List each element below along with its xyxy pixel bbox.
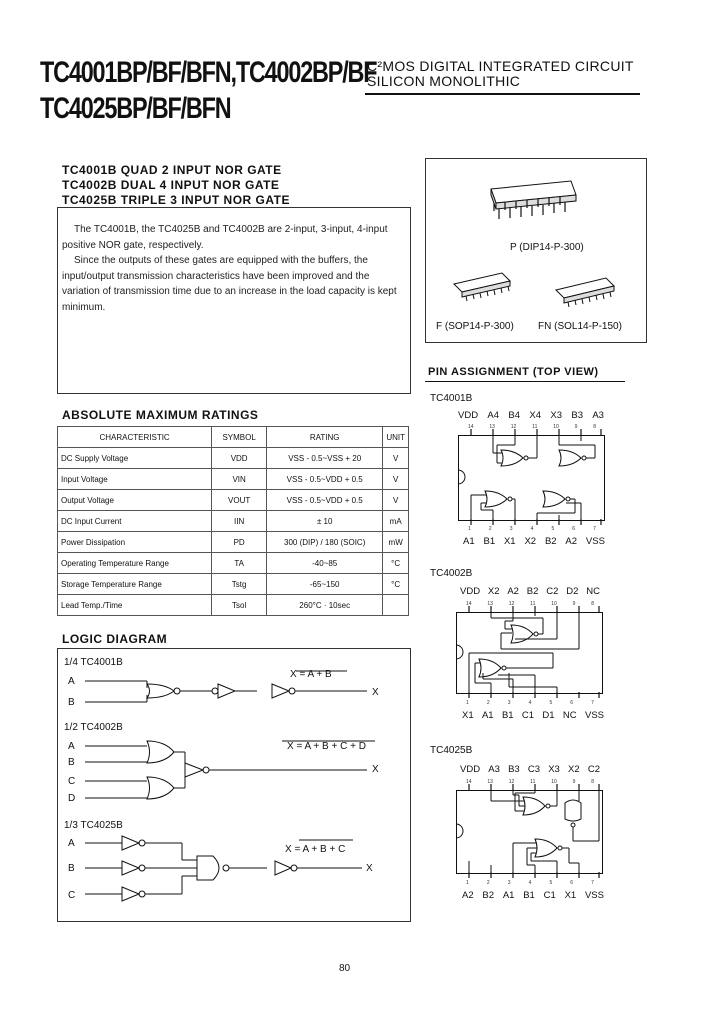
logic-g3-equation: X = A + B + C (285, 844, 346, 855)
pin-label: A1 (463, 536, 475, 547)
pin-num: 7 (591, 880, 594, 886)
logic-g2-label: 1/2 TC4002B (64, 722, 123, 733)
cell-symbol: VDD (212, 448, 267, 469)
pin-label: VSS (585, 536, 605, 547)
pin-num: 4 (528, 880, 532, 886)
cell-characteristic: DC Input Current (58, 511, 212, 532)
dip-label: P (DIP14-P-300) (510, 242, 584, 253)
sop-package-icon (454, 273, 510, 301)
table-row (58, 490, 409, 511)
ratings-header-row (58, 427, 409, 448)
cell-symbol: Tstg (212, 574, 267, 595)
cell-characteristic: Storage Temperature Range (58, 574, 212, 595)
pin-num: 11 (532, 424, 538, 430)
pin-num: 1 (466, 700, 469, 706)
logic-g2-input-a: A (68, 741, 75, 752)
cell-unit: mW (383, 532, 409, 553)
pin-num: 3 (507, 880, 511, 886)
pin-num: 8 (591, 601, 594, 607)
chip1-schematic (455, 425, 615, 535)
cell-unit: mA (383, 511, 409, 532)
logic-g1-input-b: B (68, 697, 75, 708)
sol-label: FN (SOL14-P-150) (538, 321, 622, 332)
pin-label: VSS (584, 710, 604, 721)
pin-label: B2 (526, 586, 539, 597)
pin-num: 10 (551, 779, 557, 785)
chip1-bottom-pins (463, 536, 605, 547)
cell-unit: V (383, 448, 409, 469)
cell-unit (383, 595, 409, 616)
pin-num: 9 (574, 424, 578, 430)
pin-num: 11 (530, 601, 536, 607)
chip3-name: TC4025B (430, 745, 473, 756)
chip2-name: TC4002B (430, 568, 473, 579)
logic-g1-equation: X = A + B (290, 669, 332, 680)
cell-characteristic: Operating Temperature Range (58, 553, 212, 574)
pin-num: 13 (489, 424, 495, 430)
pin-num: 6 (570, 700, 574, 706)
logic-g2-input-c: C (68, 776, 76, 787)
cell-rating: -65~150 (267, 574, 383, 595)
ratings-table (57, 426, 409, 616)
pin-label: A2 (462, 890, 474, 901)
pin-num: 9 (572, 601, 576, 607)
cell-unit: V (383, 469, 409, 490)
logic-g3-input-c: C (68, 890, 76, 901)
subtitle-line-1: C²MOS DIGITAL INTEGRATED CIRCUIT (367, 58, 634, 74)
cell-symbol: TA (212, 553, 267, 574)
logic-g3-input-a: A (68, 838, 75, 849)
pin-num: 10 (553, 424, 559, 430)
header-symbol: SYMBOL (212, 427, 267, 448)
table-row (58, 532, 409, 553)
pin-label: X1 (503, 536, 516, 547)
pin-num: 5 (549, 880, 553, 886)
chip3-bottom-pins (462, 890, 604, 901)
chip3-top-pins (460, 764, 600, 775)
pin-num: 6 (572, 526, 576, 532)
pin-num: 6 (570, 880, 574, 886)
pin-label: X3 (550, 410, 562, 421)
cell-symbol: PD (212, 532, 267, 553)
pin-label: A3 (488, 764, 500, 775)
logic-g1-input-a: A (68, 676, 75, 687)
pin-label: X1 (462, 710, 474, 721)
pin-num: 12 (510, 424, 517, 430)
pin-num: 12 (508, 779, 515, 785)
pin-num: 8 (591, 779, 594, 785)
table-row (58, 448, 409, 469)
table-row (58, 553, 409, 574)
pin-num: 1 (468, 526, 471, 532)
pin-num: 7 (591, 700, 594, 706)
pin-label: B1 (501, 710, 514, 721)
logic-g3-input-b: B (68, 863, 75, 874)
pin-label: D2 (566, 586, 579, 597)
pin-label: C1 (543, 890, 556, 901)
cell-unit: °C (383, 574, 409, 595)
pin-assignment-heading: PIN ASSIGNMENT (TOP VIEW) (428, 366, 599, 378)
cell-characteristic: Power Dissipation (58, 532, 212, 553)
page-number: 80 (339, 963, 351, 974)
pin-num: 14 (466, 779, 472, 785)
description-box (57, 207, 411, 394)
pin-label: X2 (568, 764, 580, 775)
pin-num: 9 (572, 779, 576, 785)
pin-label: B4 (508, 410, 521, 421)
logic-g3-diagram (57, 830, 417, 910)
cell-characteristic: Lead Temp./Time (58, 595, 212, 616)
pin-num: 2 (486, 700, 490, 706)
sop-label: F (SOP14-P-300) (436, 321, 514, 332)
pin-num: 13 (487, 601, 493, 607)
cell-characteristic: Input Voltage (58, 469, 212, 490)
pin-label: C2 (546, 586, 559, 597)
logic-g3-label: 1/3 TC4025B (64, 820, 123, 831)
pin-label: VDD (460, 586, 481, 597)
pin-label: A4 (487, 410, 500, 421)
pin-num: 4 (530, 526, 534, 532)
pin-label: VDD (460, 764, 481, 775)
logic-g2-output: X (372, 764, 379, 775)
pin-num: 14 (468, 424, 474, 430)
cell-rating: VSS - 0.5~VDD + 0.5 (267, 469, 383, 490)
description-para-2: Since the outputs of these gates are equipped with the buffers, the input/output transmission characteristics have been improved and the variation of transmission time due to an increase in the load capacity is kept minimum. (62, 255, 397, 313)
cell-rating: VSS - 0.5~VDD + 0.5 (267, 490, 383, 511)
pin-label: A2 (565, 536, 578, 547)
pin-label: A1 (502, 890, 515, 901)
pin-num: 5 (549, 700, 553, 706)
chip3-bottom-nums (466, 880, 594, 886)
header-unit: UNIT (383, 427, 409, 448)
pin-label: X1 (564, 890, 577, 901)
pin-label: B3 (571, 410, 583, 421)
cell-symbol: IIN (212, 511, 267, 532)
logic-g1-label: 1/4 TC4001B (64, 657, 123, 668)
dip-package-icon (491, 181, 576, 219)
cell-symbol: Tsol (212, 595, 267, 616)
pin-num: 11 (530, 779, 536, 785)
pin-label: A1 (481, 710, 494, 721)
logic-g1-diagram (57, 660, 417, 720)
pin-label: VDD (458, 410, 479, 421)
ratings-heading: ABSOLUTE MAXIMUM RATINGS (62, 408, 259, 422)
pin-num: 2 (488, 526, 492, 532)
pin-num: 3 (509, 526, 513, 532)
title-line-2: TC4025BP/BF/BFN (40, 92, 231, 125)
logic-g2-equation: X = A + B + C + D (287, 741, 366, 752)
pin-label: B1 (523, 890, 535, 901)
logic-g1-output: X (372, 687, 379, 698)
pin-label: B2 (544, 536, 557, 547)
pin-label: B2 (482, 890, 495, 901)
cell-unit: °C (383, 553, 409, 574)
pin-heading-rule (425, 381, 625, 382)
chip1-top-pins (458, 410, 604, 421)
subtitle-line-2: SILICON MONOLITHIC (367, 73, 521, 89)
gate-type-3: TC4025B TRIPLE 3 INPUT NOR GATE (62, 193, 290, 207)
chip2-bottom-pins (462, 710, 604, 721)
table-row (58, 469, 409, 490)
table-row (58, 574, 409, 595)
pin-num: 12 (508, 601, 515, 607)
pin-label: C1 (521, 710, 535, 721)
pin-num: 5 (551, 526, 555, 532)
logic-g2-input-d: D (68, 793, 76, 804)
chip2-bottom-nums (466, 700, 594, 706)
table-row (58, 511, 409, 532)
pin-num: 3 (507, 700, 511, 706)
chip2-schematic (453, 603, 613, 708)
logic-g2-diagram (57, 735, 417, 815)
cell-rating: VSS - 0.5~VSS + 20 (267, 448, 383, 469)
pin-label: C2 (587, 764, 600, 775)
pin-label: X3 (548, 764, 560, 775)
pin-label: X2 (524, 536, 537, 547)
cell-symbol: VIN (212, 469, 267, 490)
pin-num: 7 (593, 526, 596, 532)
title-line-1: TC4001BP/BF/BFN,TC4002BP/BF (40, 56, 377, 89)
cell-rating: 260°C · 10sec (267, 595, 383, 616)
cell-characteristic: DC Supply Voltage (58, 448, 212, 469)
header-rating: RATING (267, 427, 383, 448)
description-para-1: The TC4001B, the TC4025B and TC4002B are 2-input, 3-input, 4-input positive NOR gate, respectively. (62, 224, 388, 251)
chip1-name: TC4001B (430, 393, 473, 404)
pin-label: A3 (592, 410, 604, 421)
pin-num: 1 (466, 880, 469, 886)
pin-label: B1 (483, 536, 496, 547)
pin-label: B3 (508, 764, 520, 775)
sol-package-icon (556, 278, 614, 307)
pin-label: X4 (529, 410, 542, 421)
pin-label: VSS (584, 890, 604, 901)
pin-num: 8 (593, 424, 596, 430)
pin-label: D1 (542, 710, 555, 721)
header-characteristic: CHARACTERISTIC (58, 427, 212, 448)
cell-rating: 300 (DIP) / 180 (SOIC) (267, 532, 383, 553)
pin-num: 14 (466, 601, 472, 607)
pin-num: 10 (551, 601, 557, 607)
chip1-bottom-nums (468, 526, 596, 532)
pin-num: 2 (486, 880, 490, 886)
cell-rating: -40~85 (267, 553, 383, 574)
cell-rating: ± 10 (267, 511, 383, 532)
pin-label: A2 (507, 586, 519, 597)
package-box (425, 158, 647, 343)
pin-label: X2 (487, 586, 500, 597)
pin-num: 4 (528, 700, 532, 706)
cell-symbol: VOUT (212, 490, 267, 511)
table-row (58, 595, 409, 616)
chip2-top-pins (460, 586, 600, 597)
pin-label: C3 (527, 764, 541, 775)
pin-num: 13 (487, 779, 493, 785)
logic-g2-input-b: B (68, 757, 75, 768)
gate-type-2: TC4002B DUAL 4 INPUT NOR GATE (62, 178, 280, 192)
cell-unit: V (383, 490, 409, 511)
logic-g3-output: X (366, 863, 373, 874)
cell-characteristic: Output Voltage (58, 490, 212, 511)
gate-type-1: TC4001B QUAD 2 INPUT NOR GATE (62, 163, 282, 177)
chip3-schematic (453, 781, 613, 886)
pin-label: NC (562, 710, 577, 721)
pin-label: NC (586, 586, 600, 597)
header-rule (365, 93, 640, 95)
logic-heading: LOGIC DIAGRAM (62, 632, 168, 646)
